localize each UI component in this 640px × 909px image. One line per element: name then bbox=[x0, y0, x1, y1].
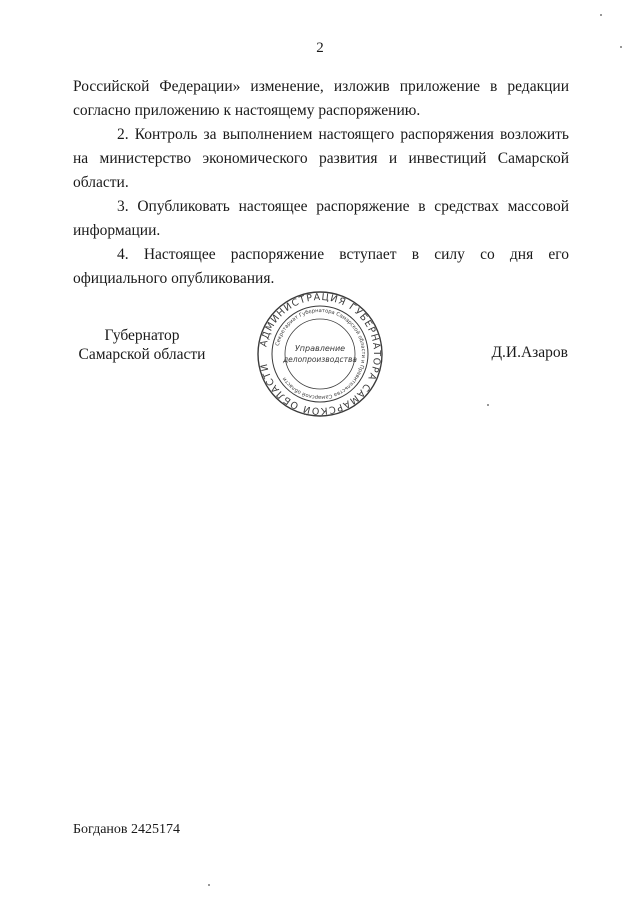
paragraph-continuation: Российской Федерации» изменение, изложив приложение в редакции согласно приложению к настоящему распоряжению. bbox=[73, 78, 569, 119]
seal-inner-ring bbox=[272, 306, 368, 402]
document-body bbox=[73, 75, 569, 291]
signature-title-line2: Самарской области bbox=[78, 346, 206, 363]
executor-footer: Богданов 2425174 bbox=[73, 822, 181, 837]
official-seal bbox=[255, 289, 385, 419]
seal-center-line1: Управление bbox=[294, 344, 346, 353]
paragraph-item-3: 3. Опубликовать настоящее распоряжение в средствах массовой информации. bbox=[73, 198, 569, 239]
svg-text:Секретариат Губернатора Самарс bbox=[275, 308, 366, 400]
seal-center-line2: делопроизводства bbox=[282, 355, 358, 364]
signature-name: Д.И.Азаров bbox=[491, 344, 568, 361]
signature-title bbox=[72, 326, 212, 364]
scan-speck bbox=[208, 884, 210, 886]
paragraph-item-4: 4. Настоящее распоряжение вступает в силу со дня его официального опубликования. bbox=[73, 246, 569, 287]
page-number: 2 bbox=[316, 40, 324, 56]
scan-speck bbox=[487, 404, 489, 406]
seal-inner-text: Секретариат Губернатора Самарской области и Правительства Самарской области bbox=[274, 307, 367, 401]
seal-outer-text: АДМИНИСТРАЦИЯ ГУБЕРНАТОРА САМАРСКОЙ ОБЛАСТИ bbox=[258, 291, 383, 417]
scan-speck bbox=[600, 14, 602, 16]
paragraph-item-2: 2. Контроль за выполнением настоящего распоряжения возложить на министерство экономического развития и инвестиций Самарской области. bbox=[73, 126, 569, 191]
signature-title-line1: Губернатор bbox=[104, 327, 180, 344]
scan-speck bbox=[620, 46, 622, 48]
seal-core-ring bbox=[285, 319, 355, 389]
